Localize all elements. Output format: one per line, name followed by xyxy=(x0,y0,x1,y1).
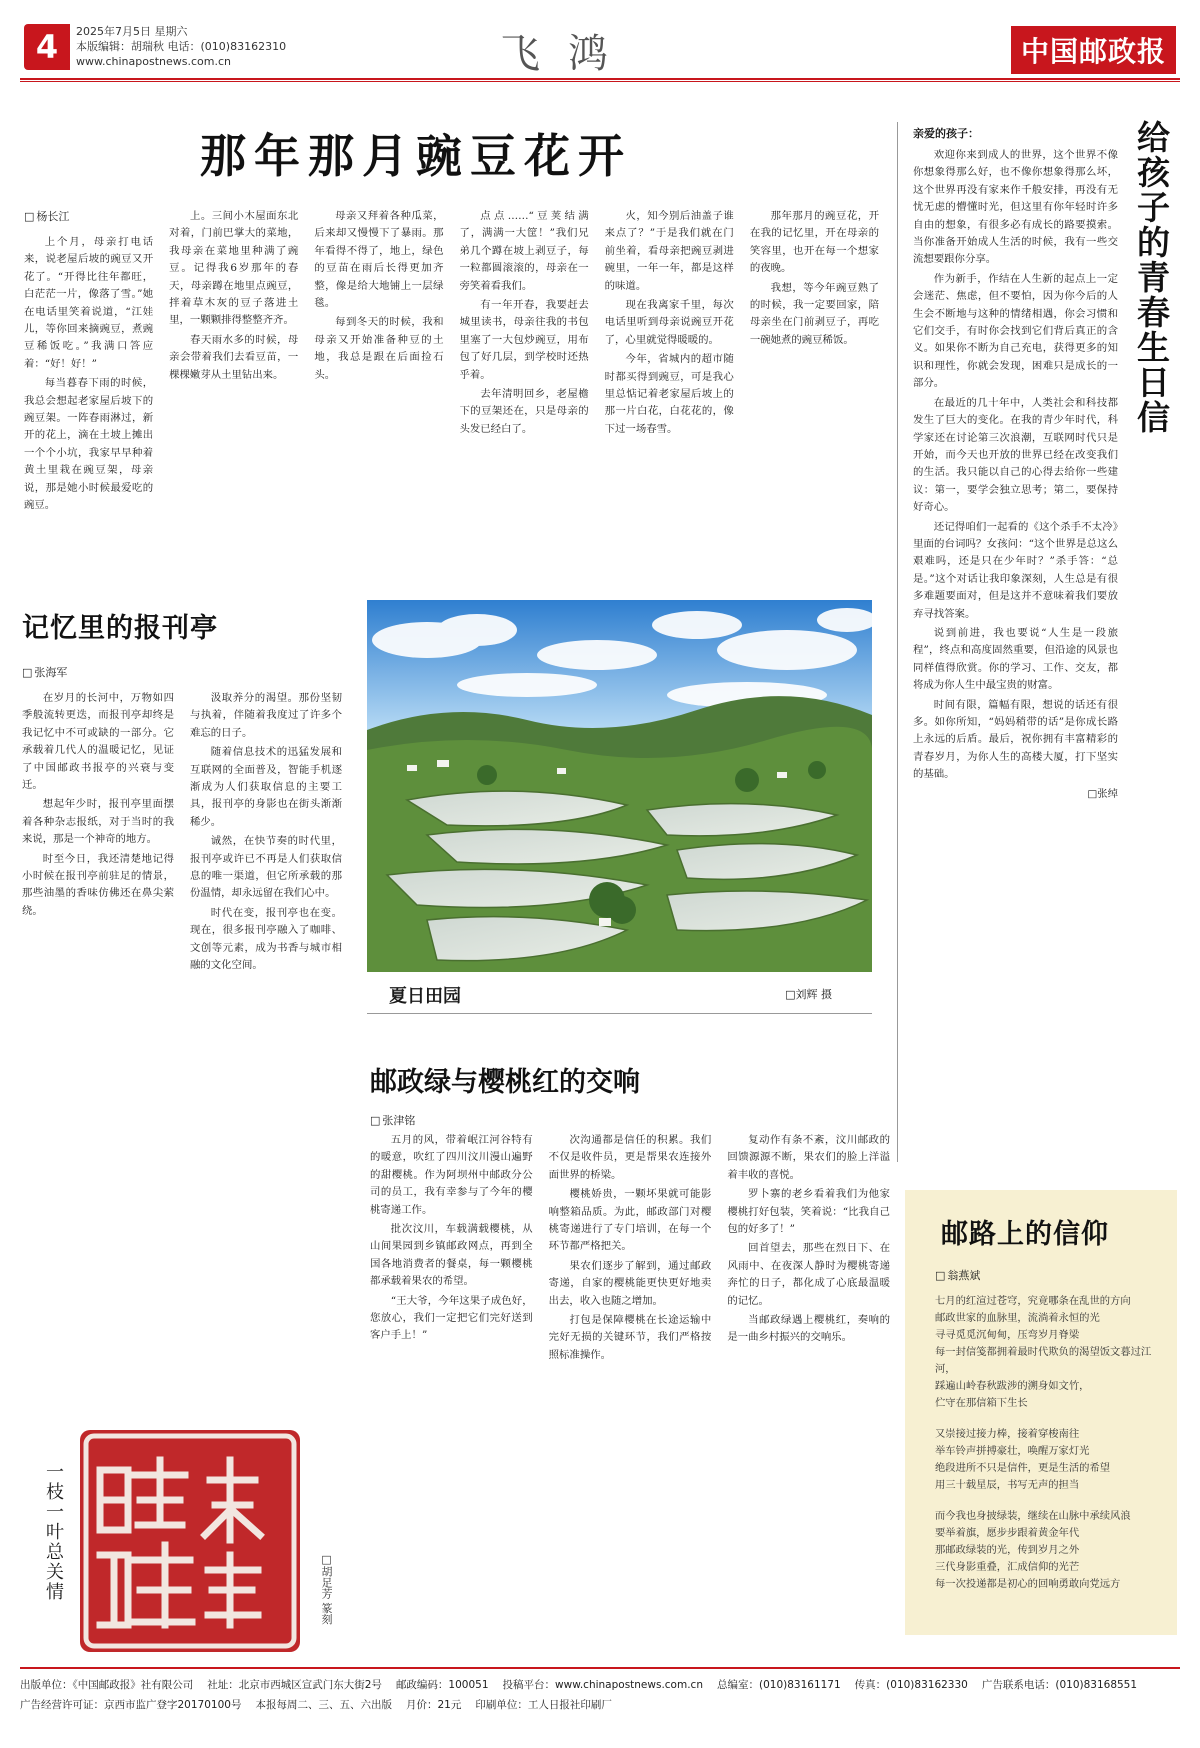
poem-title: 邮路上的信仰 xyxy=(941,1219,1109,1250)
top-story-col-2 xyxy=(169,208,298,568)
cherry-col-2 xyxy=(549,1132,712,1632)
paragraph: 时代在变，报刊亭也在变。现在，很多报刊亭融入了咖啡、文创等元素，成为书香与城市相融的文化空间。 xyxy=(190,906,342,972)
poem-line: 邮政世家的血脉里，流淌着永恒的光 xyxy=(935,1312,1100,1324)
poem-line: 寻寻觅觅沉甸甸，压弯岁月脊梁 xyxy=(935,1329,1080,1341)
paragraph: 点点……“豆荚结满了，满满一大筐！”我们兄弟几个蹲在坡上剥豆子，每一粒都圆滚滚的，母亲在一旁笑着看我们。 xyxy=(459,210,589,292)
top-story-body xyxy=(24,208,879,568)
poem-line: 又崇接过接力棒，接着穿梭南往 xyxy=(935,1428,1080,1440)
paragraph: 作为新手，作结在人生新的起点上一定会迷茫、焦虑，但不要怕，因为你今后的人生会不断地与这种的情绪相遇，你会习惯和它们交手，有时你会找到它们背后真正的含义。如果你不断为自己充电，获得更多的知识和理性，你就会发现，困难只是成长的一部分。 xyxy=(913,272,1118,390)
footer-item: 月价：21元 xyxy=(405,1699,462,1711)
paragraph: 时间有限，篇幅有限，想说的话还有很多。如你所知，“妈妈稍带的话”是你成长路上永远的后盾。最后，祝你拥有丰富精彩的青春岁月，为你人生的高楼大厦，打下坚实的基础。 xyxy=(913,698,1118,781)
paragraph: 母亲又拜着各种瓜菜，后来却又慢慢下了暴雨。那年看得不得了，地上，绿色的豆苗在雨后长得更加齐整，像是给大地铺上一层绿毯。 xyxy=(314,210,444,310)
paragraph: 打包是保障樱桃在长途运输中完好无损的关键环节，我们严格按照标准操作。 xyxy=(548,1314,712,1361)
top-story-title: 那年那月豌豆花开 xyxy=(200,129,632,183)
paragraph: 每到冬天的时候，我和母亲又开始准备种豆的土地，我总是跟在后面捡石头。 xyxy=(314,316,444,381)
footer-item: 投稿平台：www.chinapostnews.com.cn xyxy=(502,1679,703,1691)
column-divider xyxy=(897,122,898,1162)
poem-line: 要举着旗，愿步步跟着黄金年代 xyxy=(935,1527,1080,1539)
page-footer xyxy=(20,1667,1180,1715)
paragraph: 说到前进，我也要说“人生是一段旅程”，终点和高度固然重要，但沿途的风景也同样值得欣赏。你的学习、工作、交友，都将成为你人生中最宝贵的财富。 xyxy=(913,626,1118,692)
cherry-body xyxy=(370,1132,890,1632)
poem-line: 绝段进所不只是信件，更是生活的希望 xyxy=(935,1462,1111,1474)
paragraph: 火，知今别后油盖子谁来点了？”于是我们就在门前坐着，看母亲把豌豆剥进碗里，一年一年，都是这样的味道。 xyxy=(604,210,734,292)
poem-stanza xyxy=(935,1426,1157,1494)
paragraph: 五月的风，带着岷江河谷特有的暖意，吹红了四川汶川漫山遍野的甜樱桃。作为阿坝州中邮政分公司的员工，我有幸参与了今年的樱桃寄递工作。 xyxy=(370,1134,533,1216)
poem-stanza xyxy=(935,1293,1157,1412)
seal-credit: □ 胡足芳 篆刻 xyxy=(318,1553,334,1625)
paragraph: 今年，省城内的超市随时都买得到豌豆，可是我心里总惦记着老家屋后坡上的那一片白花，白花花的，像下过一场春雪。 xyxy=(604,353,734,435)
memory-byline: □ 张海军 xyxy=(22,664,67,680)
paragraph: 批次汶川，车载满载樱桃，从山间果园到乡镇邮政网点，再到全国各地消费者的餐桌，每一颗樱桃都承载着果农的希望。 xyxy=(370,1223,533,1288)
memory-title: 记忆里的报刊亭 xyxy=(22,613,218,644)
paragraph: “王大爷，今年这果子成色好，您放心，我们一定把它们完好送到客户手上！” xyxy=(370,1294,533,1342)
letter-salutation: 亲爱的孩子： xyxy=(913,127,979,140)
paragraph: 有一年开春，我要赶去城里读书，母亲往我的书包里塞了一大包炒豌豆，用布包了好几层，到学校时还热乎着。 xyxy=(459,299,589,381)
footer-item: 广告经营许可证：京西市监广登字20170100号 xyxy=(20,1699,242,1711)
paragraph: 回首望去，那些在烈日下、在风雨中、在夜深人静时为樱桃寄递奔忙的日子，都化成了心底最温暖的记忆。 xyxy=(727,1242,890,1307)
footer-item: 社址：北京市西城区宣武门东大街2号 xyxy=(207,1679,382,1691)
paragraph: 那年那月的豌豆花，开在我的记忆里，开在母亲的笑容里，也开在每一个想家的夜晚。 xyxy=(749,210,879,275)
poem-line: 用三十载星辰，书写无声的担当 xyxy=(935,1479,1080,1491)
top-story-byline: □ 杨长江 xyxy=(24,208,153,224)
top-story-col-3 xyxy=(314,208,443,568)
paragraph: 当邮政绿遇上樱桃红，奏响的是一曲乡村振兴的交响乐。 xyxy=(727,1314,890,1344)
seal-label: 一枝一叶总关情 xyxy=(43,1462,64,1602)
footer-item: 出版单位：《中国邮政报》社有限公司 xyxy=(20,1679,194,1691)
paragraph: 我想，等今年豌豆熟了的时候，我一定要回家，陪母亲坐在门前剥豆子，再吃一碗她煮的豌豆稀饭。 xyxy=(749,281,879,346)
issue-date: 2025年7月5日 星期六 xyxy=(76,25,188,38)
footer-item: 邮政编码：100051 xyxy=(395,1679,489,1691)
header-meta xyxy=(76,24,286,69)
poem-line: 每一次投递都是初心的回响勇敢向党远方 xyxy=(935,1578,1121,1590)
paragraph: 在最近的几十年中，人类社会和科技都发生了巨大的变化。在我的青少年时代，科学家还在讨论第三次浪潮，互联网时代只是开始，而今天也开放的世界已经在改变我们的生活。我只能以自己的心得去给你一些建议：第一，要学会独立思考；第二，要保持好奇心。 xyxy=(913,396,1118,514)
poem-line: 三代身影重叠，汇成信仰的光芒 xyxy=(935,1561,1080,1573)
paragraph: 上。三间小木屋面东北对着，门前巴掌大的菜地，我母亲在菜地里种满了豌豆。记得我6岁那年的春天，母亲蹲在地里点豌豆，拌着草木灰的豆子落进土里，一颗颗排得整整齐齐。 xyxy=(169,210,299,327)
landscape-photo xyxy=(367,600,872,972)
paragraph: 诚然，在快节奏的时代里，报刊亭或许已不再是人们获取信息的唯一渠道，但它所承载的那份温情，却永远留在我们心中。 xyxy=(190,835,342,900)
poem-line: 踩遍山岭春秋跋涉的溯身如文竹， xyxy=(935,1380,1090,1392)
paragraph: 想起年少时，报刊亭里面摆着各种杂志报纸，对于当时的我来说，那是一个神奇的地方。 xyxy=(22,798,174,846)
poem-line: 举车铃声拼搏豪壮，唤醒万家灯光 xyxy=(935,1445,1090,1457)
footer-item: 广告联系电话：(010)83168551 xyxy=(981,1679,1138,1691)
poem-line: 七月的红渲过苍穹，究竟哪条在乱世的方向 xyxy=(935,1295,1131,1307)
poem-line: 那邮政绿装的光，传到岁月之外 xyxy=(935,1544,1080,1556)
photo-caption-title: 夏日田园 xyxy=(389,986,461,1007)
memory-col-2 xyxy=(190,690,342,1350)
page-header xyxy=(20,18,1180,77)
top-story-col-5 xyxy=(605,208,734,568)
paragraph: 时至今日，我还清楚地记得小时候在报刊亭前驻足的情景，那些油墨的香味仿佛还在鼻尖萦绕。 xyxy=(22,852,174,917)
letter-title: 给孩子的青春生日信 xyxy=(1132,120,1171,435)
paragraph: 去年清明回乡，老屋檐下的豆架还在，只是母亲的头发已经白了。 xyxy=(459,388,589,435)
paragraph: 上个月，母亲打电话来，说老屋后坡的豌豆又开花了。“开得比往年都旺，白茫茫一片，像落了雪。”她在电话里笑着说道，“江娃儿，等你回来摘豌豆，煮豌豆稀饭吃。”我满口答应着：“好！好！” xyxy=(24,236,154,370)
cherry-title: 邮政绿与樱桃红的交响 xyxy=(370,1067,640,1098)
paragraph: 汲取养分的渴望。那份坚韧与执着，伴随着我度过了许多个难忘的日子。 xyxy=(190,692,342,739)
paragraph: 现在我离家千里，每次电话里听到母亲说豌豆开花了，心里就觉得暖暖的。 xyxy=(604,299,734,346)
paragraph: 春天雨水多的时候，母亲会带着我们去看豆苗，一棵棵嫩芽从土里钻出来。 xyxy=(169,333,299,381)
paragraph: 还记得咱们一起看的《这个杀手不太冷》里面的台词吗？女孩问：“这个世界是总这么艰难吗，还是只在少年时？”杀手答：“总是。”这个对话让我印象深刻，人生总是有很多难题要面对，但是这并不意味着我们要放弃寻找答案。 xyxy=(913,520,1118,620)
editor-line: 本版编辑：胡瑞秋 电话：(010)83162310 xyxy=(76,40,287,53)
letter-body xyxy=(913,147,1118,1127)
website-link[interactable]: www.chinapostnews.com.cn xyxy=(76,55,231,68)
footer-line-2 xyxy=(20,1695,1180,1715)
header-rule xyxy=(20,78,1180,82)
paragraph: 次沟通都是信任的积累。我们不仅是收件员，更是帮果农连接外面世界的桥梁。 xyxy=(548,1134,712,1181)
paragraph: 随着信息技术的迅猛发展和互联网的全面普及，智能手机逐渐成为人们获取信息的主要工具，报刊亭的身影也在街头渐渐稀少。 xyxy=(190,746,342,828)
paragraph: 复动作有条不紊，汶川邮政的回馈源源不断，果农们的脸上洋溢着丰收的喜悦。 xyxy=(727,1134,890,1181)
poem-stanza xyxy=(935,1508,1157,1593)
footer-line-1 xyxy=(20,1675,1180,1695)
poem-box xyxy=(905,1190,1177,1635)
footer-item: 本报每周二、三、五、六出版 xyxy=(255,1699,392,1711)
top-story-col-4 xyxy=(460,208,589,568)
top-story-col-1 xyxy=(24,208,153,568)
poem-lines xyxy=(935,1293,1157,1593)
terraced-fields-image xyxy=(367,600,872,972)
footer-item: 总编室：(010)83161171 xyxy=(716,1679,841,1691)
photo-caption xyxy=(367,972,872,1014)
paragraph: 每当暮春下雨的时候，我总会想起老家屋后坡下的豌豆架。一阵春雨淋过，新开的花上，滴在土坡上摊出一个个小坑，我家早早种着黄土里栽在豌豆架，母亲说，那是她小时候最爱吃的豌豆。 xyxy=(24,377,154,512)
cherry-byline: □ 张津铭 xyxy=(370,1112,415,1128)
seal-stamp-image xyxy=(80,1430,300,1652)
page-number: 4 xyxy=(24,24,70,70)
paragraph: 果农们逐步了解到，通过邮政寄递，自家的樱桃能更快更好地卖出去，收入也随之增加。 xyxy=(548,1259,712,1307)
footer-item: 印刷单位：工人日报社印刷厂 xyxy=(475,1699,612,1711)
letter-signature: □张绰 xyxy=(1087,787,1118,800)
memory-body xyxy=(22,690,342,1350)
footer-item: 传真：(010)83162330 xyxy=(854,1679,968,1691)
poem-line: 每一封信笺都拥着最时代欺负的渴望饭文暮过江河， xyxy=(935,1346,1152,1375)
photo-credit: □ 刘辉 摄 xyxy=(785,986,832,1002)
poem-line: 伫守在那信箱下生长 xyxy=(935,1397,1028,1409)
paragraph: 樱桃娇贵，一颗坏果就可能影响整箱品质。为此，邮政部门对樱桃寄递进行了专门培训，在每一个环节都严格把关。 xyxy=(548,1188,712,1253)
paragraph: 罗卜寨的老乡看着我们为他家樱桃打好包装，笑着说：“比我自己包的好多了！” xyxy=(727,1188,890,1236)
poem-line: 而今我也身披绿装，继续在山脉中承续风浪 xyxy=(935,1510,1131,1522)
top-story-col-6 xyxy=(750,208,879,568)
brand-logo: 中国邮政报 xyxy=(1011,26,1176,74)
cherry-col-1 xyxy=(370,1132,533,1632)
paragraph: 欢迎你来到成人的世界，这个世界不像你想象得那么好，也不像你想象得那么坏，这个世界再没有家来作千般安排，再没有无忧无虑的懵懂时光，但这里有你年轻时许多自由的想象，有很多必有成长的路要摸索。当你准备开始成人生活的时候，我有一些交流想要跟你分享。 xyxy=(913,149,1118,266)
section-title: 飞鸿 xyxy=(500,31,636,77)
seal-icon xyxy=(80,1430,300,1652)
paragraph: 在岁月的长河中，万物如四季般流转更迭，而报刊亭却终是我记忆中不可或缺的一部分。它承载着几代人的温暖记忆，见证了中国邮政书报亭的兴衰与变迁。 xyxy=(22,692,174,792)
poem-byline: □ 翁燕斌 xyxy=(935,1267,1157,1283)
memory-col-1 xyxy=(22,690,174,1350)
cherry-col-3 xyxy=(727,1132,890,1632)
